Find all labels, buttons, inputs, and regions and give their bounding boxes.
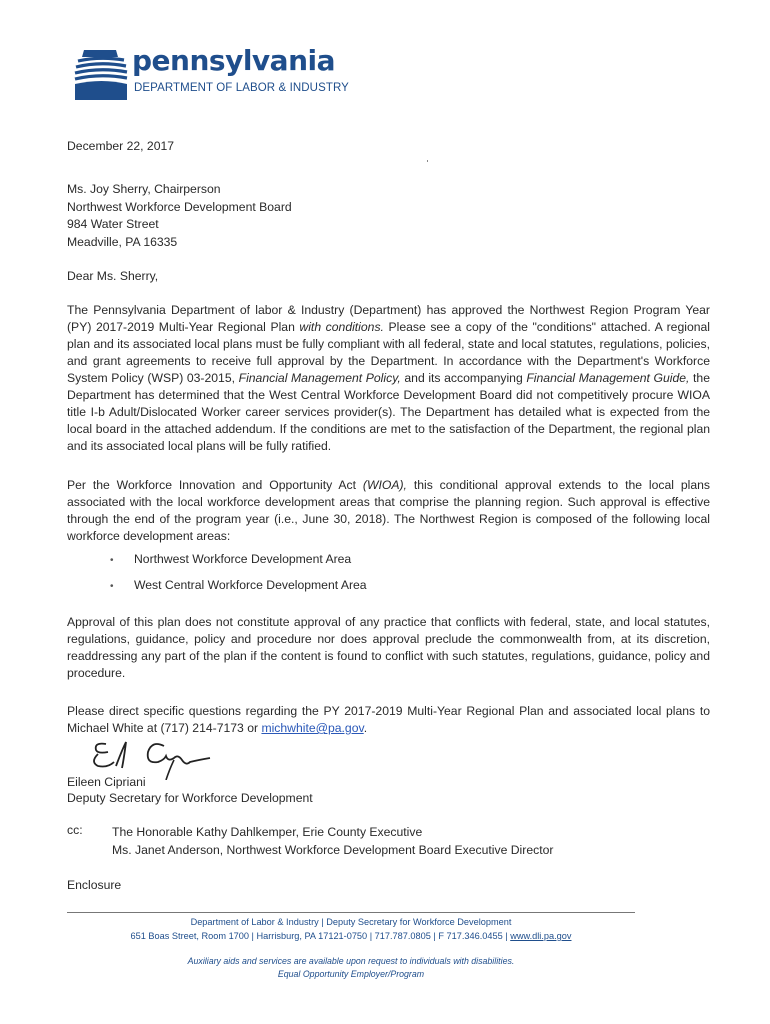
paragraph-text: Per the Workforce Innovation and Opportunity Act bbox=[67, 478, 363, 492]
paragraph-italic: (WIOA), bbox=[362, 478, 407, 492]
paragraph-text: Please see a copy of the "conditions" attached. A regional plan and its associated local plans must be fully compliant with all federal, state and local statutes, regulations, policies, and grant agreements to receive full approval by the Department. In accordance with the Department's Workforce System Policy (WSP) 03-2015, bbox=[67, 320, 710, 385]
enclosure-note: Enclosure bbox=[67, 878, 122, 892]
footer-accessibility: Auxiliary aids and services are available upon request to individuals with disabilities. bbox=[187, 956, 515, 966]
list-item bbox=[108, 552, 367, 578]
signer-title: Deputy Secretary for Workforce Development bbox=[67, 791, 313, 805]
recipient-city: Meadville, PA 16335 bbox=[67, 234, 178, 249]
footer-address bbox=[67, 931, 635, 941]
footer-eeo: Equal Opportunity Employer/Program bbox=[277, 969, 425, 979]
letter-date: December 22, 2017 bbox=[67, 139, 175, 153]
recipient-street: 984 Water Street bbox=[67, 217, 159, 231]
brand-name: pennsylvania bbox=[132, 44, 335, 77]
cc-label: cc: bbox=[67, 823, 83, 837]
recipient-name: Ms. Joy Sherry, Chairperson bbox=[67, 182, 221, 196]
website-link[interactable]: www.dli.pa.gov bbox=[510, 931, 572, 941]
bullet-icon: • bbox=[110, 581, 114, 592]
paragraph-text: The Pennsylvania Department of labor & Industry (Department) has approved the Northwest Region Program Year (PY) 2017-2019 Multi-Year Regional Plan bbox=[67, 303, 710, 334]
paragraph-approval bbox=[67, 302, 710, 455]
keystone-icon bbox=[72, 48, 128, 100]
paragraph-text: the Department has determined that the West Central Workforce Development Board did not competitively procure WIOA title I-b Adult/Dislocated Worker career services provider(s). The Department has detailed what is expected from the local board in the attached addendum. If the conditions are met to the satisfaction of the Department, the regional plan and its associated local plans will be fully ratified. bbox=[67, 371, 710, 453]
paragraph-italic: Financial Management Policy, bbox=[238, 371, 401, 385]
paragraph-italic: Financial Management Guide, bbox=[526, 371, 690, 385]
paragraph-wioa bbox=[67, 477, 710, 545]
paragraph-italic: with conditions. bbox=[299, 320, 384, 334]
paragraph-text: . bbox=[363, 721, 368, 735]
footer-address-text: 651 Boas Street, Room 1700 | Harrisburg, PA 17121-0750 | 717.787.0805 | F 717.346.0455 | bbox=[130, 931, 511, 941]
footer-divider bbox=[67, 912, 635, 913]
cc-recipients bbox=[112, 823, 553, 859]
email-link[interactable]: michwhite@pa.gov bbox=[261, 721, 364, 735]
list-item-label: West Central Workforce Development Area bbox=[134, 578, 367, 592]
scan-mark bbox=[427, 160, 428, 162]
list-item bbox=[108, 578, 367, 604]
recipient-org: Northwest Workforce Development Board bbox=[67, 199, 292, 214]
paragraph-text: Please direct specific questions regarding the PY 2017-2019 Multi-Year Regional Plan and associated local plans to Michael White at (717) 214-7173 or bbox=[67, 704, 710, 735]
paragraph-text: this conditional approval extends to the local plans associated with the local workforce development areas that comprise the planning region. Such approval is effective through the end of the program year (i.e., June 30, 2018). The Northwest Region is composed of the following local workforce development areas: bbox=[67, 478, 710, 543]
cc-recipient: The Honorable Kathy Dahlkemper, Erie County Executive bbox=[112, 825, 423, 839]
paragraph-text: and its accompanying bbox=[400, 371, 527, 385]
list-item-label: Northwest Workforce Development Area bbox=[134, 552, 352, 566]
paragraph-contact bbox=[67, 703, 710, 737]
signer-name: Eileen Cipriani bbox=[67, 775, 146, 789]
department-name: DEPARTMENT OF LABOR & INDUSTRY bbox=[134, 82, 349, 94]
bullet-icon: • bbox=[110, 555, 114, 566]
footer-department: Department of Labor & Industry | Deputy Secretary for Workforce Development bbox=[190, 917, 512, 927]
letterhead-logo bbox=[72, 44, 382, 104]
area-list bbox=[108, 552, 367, 604]
paragraph-disclaimer: Approval of this plan does not constitute approval of any practice that conflicts with federal, state, and local statutes, regulations, guidance, policy and procedure nor does approval preclude the commonwealth from, at its discretion, readdressing any part of the plan if the content is found to conflict with such statutes, regulations, guidance, policy and procedure. bbox=[67, 615, 710, 680]
recipient-address bbox=[67, 181, 710, 251]
cc-recipient: Ms. Janet Anderson, Northwest Workforce Development Board Executive Director bbox=[112, 843, 554, 857]
salutation: Dear Ms. Sherry, bbox=[67, 269, 159, 283]
